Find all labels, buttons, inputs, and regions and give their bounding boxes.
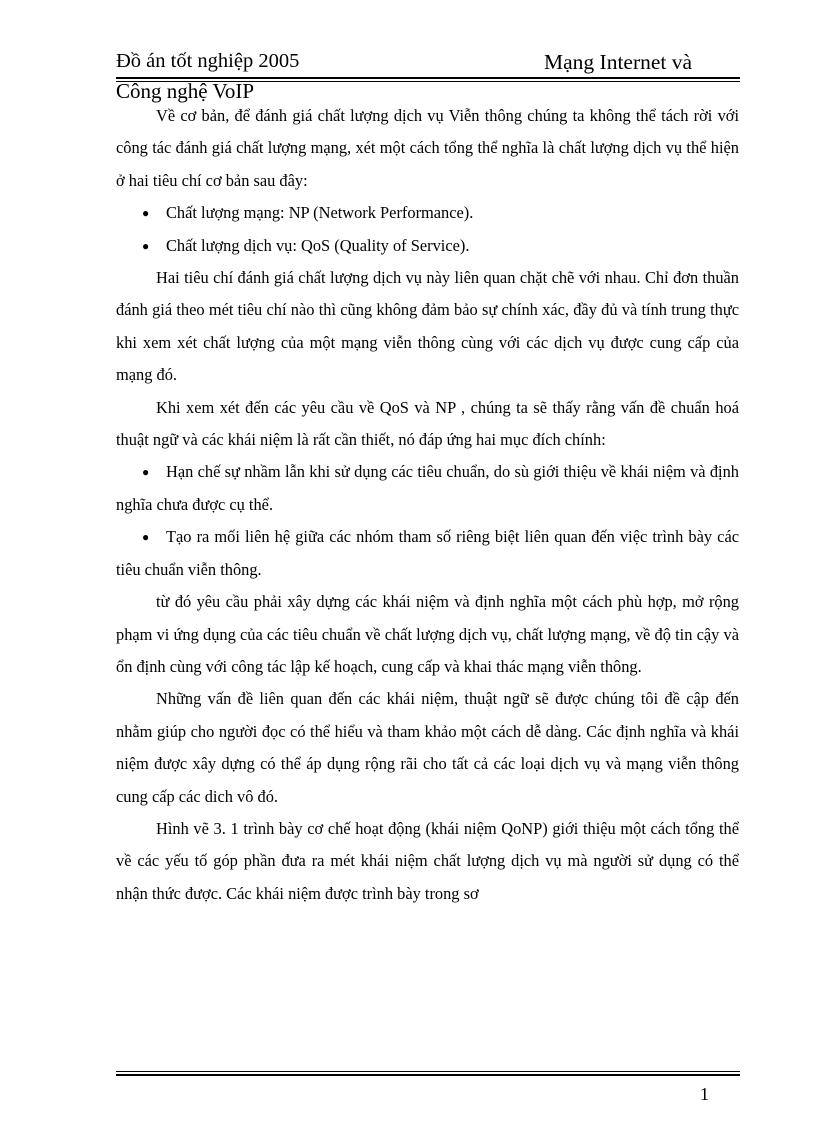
bullet-icon: ● <box>142 530 150 545</box>
paragraph-5: Những vấn đề liên quan đến các khái niệm, thuật ngữ sẽ được chúng tôi đề cập đến nhằm giúp cho người đọc có thể hiểu và tham khảo một cách dễ dàng. Các định nghĩa và khái niệm được xây dựng có thể áp dụng rộng rãi cho tất cả các loại dịch vụ và mạng viễn thông cung cấp các dich vô đó. <box>116 689 739 806</box>
page-number: 1 <box>700 1084 709 1104</box>
bullet-item <box>116 197 739 229</box>
footer-rule-thick <box>116 1074 740 1076</box>
header-continuation: Công nghệ VoIP <box>116 79 255 103</box>
bullet-item <box>116 521 739 586</box>
page-footer <box>116 1071 740 1079</box>
header-left-title: Đồ án tốt nghiệp 2005 <box>116 50 300 72</box>
bullet-text: Hạn chế sự nhầm lẫn khi sử dụng các tiêu chuẩn, do sù giới thiệu về khái niệm và định nghĩa chưa được cụ thể. <box>116 462 739 514</box>
bullet-icon: ● <box>142 238 150 253</box>
paragraph-4: từ đó yêu cầu phải xây dựng các khái niệm và định nghĩa một cách phù hợp, mở rộng phạm vi ứng dụng của các tiêu chuẩn về chất lượng dịch vụ, chất lượng mạng, về độ tin cậy và ổn định cùng với công tác lập kế hoạch, cung cấp và khai thác mạng viễn thông. <box>116 592 739 676</box>
paragraph-1: Về cơ bản, để đánh giá chất lượng dịch vụ Viễn thông chúng ta không thể tách rời với công tác đánh giá chất lượng mạng, xét một cách tổng thể nghĩa là chất lượng dịch vụ thể hiện ở hai tiêu chí cơ bản sau đây: <box>116 106 739 190</box>
paragraph-3: Khi xem xét đến các yêu cầu về QoS và NP , chúng ta sẽ thấy rằng vấn đề chuẩn hoá thuật ngữ và các khái niệm là rất cần thiết, nó đáp ứng hai mục đích chính: <box>116 397 739 450</box>
header-right-title: Mạng Internet và <box>544 50 693 74</box>
bullet-text: Chất lượng dịch vụ: QoS (Quality of Service). <box>166 235 470 255</box>
bullet-item <box>116 230 739 262</box>
bullet-item <box>116 456 739 521</box>
paragraph-2: Hai tiêu chí đánh giá chất lượng dịch vụ này liên quan chặt chẽ với nhau. Chỉ đơn thuần đánh giá theo mét tiêu chí nào thì cũng không đảm bảo sự chính xác, đầy đủ và tính trung thực khi xem xét chất lượng của một mạng viễn thông cùng với các dịch vụ được cung cấp của mạng đó. <box>116 268 739 385</box>
bullet-text: Tạo ra mối liên hệ giữa các nhóm tham số riêng biệt liên quan đến việc trình bày các tiêu chuẩn viễn thông. <box>116 527 739 579</box>
footer-rule-thin <box>116 1071 740 1072</box>
bullet-text: Chất lượng mạng: NP (Network Performance). <box>166 203 474 223</box>
document-body <box>116 100 739 910</box>
page-header <box>116 50 740 78</box>
bullet-icon: ● <box>142 206 150 221</box>
bullet-icon: ● <box>142 465 150 480</box>
paragraph-6: Hình vẽ 3. 1 trình bày cơ chế hoạt động (khái niệm QoNP) giới thiệu một cách tổng thể về các yếu tố góp phần đưa ra mét khái niệm chất lượng dịch vụ mà người sử dụng có thể nhận thức được. Các khái niệm được trình bày trong sơ <box>116 818 739 903</box>
